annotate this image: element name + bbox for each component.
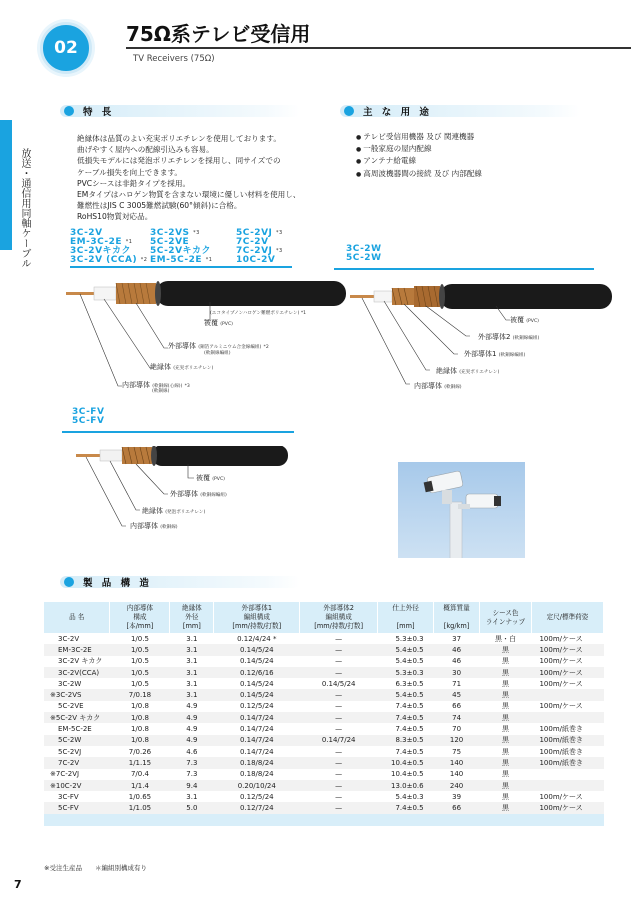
- use-item: ● アンテナ給電線: [356, 155, 482, 167]
- table-cell-ins: 3.1: [186, 634, 198, 643]
- label-insulator: 絶縁体 (発泡ポリエチレン): [142, 507, 206, 515]
- table-row: [44, 712, 604, 723]
- build-to-order-mark: ※: [50, 691, 56, 700]
- table-cell-outer1: 0.12/6/16: [214, 667, 300, 678]
- model-code: 3C-FV: [72, 407, 105, 417]
- table-cell-outer2: —: [300, 712, 378, 723]
- table-cell-name: ※7C-2VJ: [50, 770, 80, 779]
- table-cell-outer1: 0.14/7/24: [214, 712, 300, 723]
- inner-conductor: [350, 295, 374, 298]
- table-cell-inner: 1/0.5: [130, 657, 149, 666]
- uses-heading: 主 な 用 途: [363, 107, 432, 118]
- table-cell-outer2: —: [335, 747, 343, 756]
- table-cell-inner: 1/0.5: [130, 679, 149, 688]
- table-cell-mass: 39: [452, 792, 462, 801]
- table-row: [44, 735, 604, 746]
- model-code: 5C-2VJ $^{*3}$: [236, 228, 283, 238]
- table-row: [44, 723, 604, 734]
- table-cell-outer1: 0.12/5/24: [239, 702, 274, 711]
- table-row: [44, 791, 604, 802]
- table-cell-name: 5C-2W: [44, 735, 110, 746]
- header-cell: 絶縁体 外径 [mm]: [170, 602, 214, 633]
- table-cell-mass: 46: [434, 644, 480, 655]
- insulator: [374, 291, 392, 302]
- table-cell-od: 7.4±0.5: [378, 712, 434, 723]
- structure-heading-bar: [60, 576, 300, 588]
- header-cell: シース色 ラインナップ: [480, 602, 532, 633]
- table-header-row: [44, 602, 604, 633]
- table-cell-inner: 1/0.5: [130, 634, 149, 643]
- table-cell-color: 黒: [502, 657, 509, 666]
- table-cell-outer2: —: [300, 667, 378, 678]
- page-subtitle: TV Receivers (75Ω): [133, 54, 215, 64]
- label-inner-conductor: 内部導体 (軟銅線): [414, 382, 462, 390]
- table-cell-outer1: 0.14/7/24: [214, 735, 300, 746]
- table-cell-color: 黒: [480, 712, 532, 723]
- use-item: ● 高周波機器間の接続 及び 内部配線: [356, 168, 482, 180]
- table-cell-ship: 100m/ケース: [539, 657, 583, 666]
- table-cell-outer2: —: [335, 657, 343, 666]
- feature-line: RoHS10物質対応品。: [77, 212, 153, 222]
- page-title: 75Ω系テレビ受信用: [126, 22, 311, 46]
- table-cell-name: 5C-2VE: [58, 702, 84, 711]
- model-codes-a-col2: [150, 229, 212, 265]
- table-cell-od: 5.3±0.3: [378, 667, 434, 678]
- table-row: [44, 644, 604, 655]
- model-codes-rule: [334, 268, 594, 270]
- table-cell-outer2: 0.14/7/24: [300, 735, 378, 746]
- camera-pole-illustration: [398, 462, 525, 558]
- table-cell-od: 7.4±0.5: [395, 702, 424, 711]
- table-cell-ship: 100m/紙巻き: [539, 725, 584, 734]
- table-cell-outer1: 0.12/4/24 *: [237, 634, 277, 643]
- table-cell-color: 黒: [502, 770, 509, 779]
- table-cell-ins: 3.1: [186, 657, 198, 666]
- table-cell-mass: 66: [452, 702, 462, 711]
- table-cell-color: 黒: [480, 644, 532, 655]
- label-outer-conductor: 外部導体 (銅箔アルミニウム合金線編組) *2: [168, 342, 269, 350]
- label-inner-conductor: 内部導体 (軟銅線): [130, 522, 178, 530]
- table-cell-name: ※3C-2VS: [44, 689, 110, 700]
- table-cell-mass: 140: [449, 770, 464, 779]
- table-cell-outer2: —: [335, 702, 343, 711]
- feature-line: 低損失モデルには発泡ポリエチレンを採用し、同サイズでの: [77, 156, 281, 166]
- table-cell-inner: 1/0.5: [110, 644, 170, 655]
- table-cell-name: ※10C-2V: [44, 780, 110, 791]
- label-insulator: 絶縁体 (充実ポリエチレン): [436, 367, 500, 375]
- table-cell-color: 黒: [480, 757, 532, 768]
- table-cell-color: 黒: [502, 679, 509, 688]
- table-row: [44, 667, 604, 678]
- use-item: ● テレビ受信用機器 及び 関連機器: [356, 131, 482, 143]
- sheath: [440, 284, 612, 309]
- table-cell-ship: 100m/ケース: [531, 644, 603, 655]
- model-code: 3C-2W: [346, 244, 382, 254]
- table-cell-ship: 100m/紙巻き: [531, 735, 603, 746]
- table-cell-name: 5C-FV: [44, 802, 110, 813]
- table-cell-mass: 70: [452, 725, 462, 734]
- table-cell-inner: 1/1.4: [110, 780, 170, 791]
- use-item: ● 一般家庭の屋内配線: [356, 143, 482, 155]
- label-outer-conductor-1: 外部導体1 (軟銅線編組): [464, 350, 526, 358]
- table-row: [44, 678, 604, 689]
- table-cell-ins: 5.0: [170, 802, 214, 813]
- table-cell-outer1: 0.14/5/24: [239, 679, 274, 688]
- table-cell-od: 10.4±0.5: [378, 757, 434, 768]
- table-cell-od: 7.4±0.5: [378, 802, 434, 813]
- table-row: [44, 769, 604, 780]
- label-outer-conductor: 外部導体 (軟銅線編組): [170, 490, 227, 498]
- antenna-camera-photo: [398, 462, 525, 558]
- table-cell-outer2: 0.14/5/24: [321, 679, 356, 688]
- table-row: [44, 633, 604, 644]
- label-inner-conductor: 内部導体 (軟銅線(心線)) *3: [122, 381, 190, 389]
- table-cell-od: 8.3±0.5: [378, 735, 434, 746]
- table-cell-outer1: 0.18/8/24: [239, 770, 274, 779]
- model-code: 3C-2V (CCA) $^{*2}$: [70, 255, 148, 265]
- feature-line: 曲げやすく屋内への配線引込みも容易。: [77, 145, 214, 155]
- table-cell-name: 3C-2V: [58, 634, 80, 643]
- table-body: [44, 633, 604, 814]
- table-cell-outer2: —: [335, 770, 343, 779]
- table-cell-inner: 7/0.26: [128, 747, 152, 756]
- table-cell-inner: 1/0.8: [130, 725, 149, 734]
- table-row: [44, 656, 604, 667]
- table-cell-mass: 120: [434, 735, 480, 746]
- table-cell-ship: [531, 780, 603, 791]
- table-cell-mass: 140: [434, 757, 480, 768]
- table-cell-inner: 7/0.18: [110, 689, 170, 700]
- table-cell-ins: 4.9: [170, 735, 214, 746]
- table-cell-ins: 9.4: [170, 780, 214, 791]
- table-cell-ins: 4.9: [170, 712, 214, 723]
- outer-note-2: (軟銅線編組): [204, 351, 231, 356]
- features-heading: 特 長: [83, 107, 115, 118]
- model-code: 5C-FV: [72, 416, 105, 426]
- model-code: 7C-2V: [236, 237, 269, 247]
- build-to-order-mark: ※: [50, 770, 56, 779]
- feature-line: EMタイプはハロゲン物質を含まない環境に優しい材料を使用し、: [77, 190, 301, 200]
- table-cell-ship: 100m/ケース: [531, 667, 603, 678]
- table-cell-name: 3C-2V キカク: [58, 657, 103, 666]
- table-cell-name: EM-3C-2E: [44, 644, 110, 655]
- table-cell-mass: 45: [434, 689, 480, 700]
- model-codes-a: [70, 229, 147, 265]
- table-cell-outer1: 0.14/7/24: [239, 725, 274, 734]
- label-sheath: 被覆 (PVC): [204, 319, 233, 327]
- table-cell-ins: 7.3: [170, 757, 214, 768]
- bullet-dot-icon: [344, 106, 354, 116]
- table-cell-color: 黒・白: [495, 634, 516, 643]
- table-cell-inner: 1/0.5: [110, 667, 170, 678]
- model-codes-b: [346, 245, 382, 263]
- model-codes-a-col3: [236, 229, 283, 265]
- table-cell-color: 黒: [480, 780, 532, 791]
- insulator: [100, 450, 122, 461]
- table-cell-mass: 240: [434, 780, 480, 791]
- table-cell-outer1: 0.12/5/24: [239, 792, 274, 801]
- table-cell-ins: 3.1: [186, 679, 198, 688]
- table-cell-name: 7C-2V: [44, 757, 110, 768]
- table-cell-ship: [531, 769, 603, 780]
- features-heading-bar: [60, 105, 300, 117]
- table-cell-color: 黒: [502, 725, 509, 734]
- table-cell-od: 5.4±0.3: [395, 792, 424, 801]
- features-text: [77, 133, 300, 223]
- table-cell-ship: 100m/紙巻き: [531, 757, 603, 768]
- table-cell-outer2: —: [335, 725, 343, 734]
- table-cell-od: 10.4±0.5: [391, 770, 424, 779]
- header-cell: 外部導体1 編組構成 [mm/持数/打数]: [214, 602, 300, 633]
- table-cell-color: 黒: [502, 747, 509, 756]
- table-cell-ins: 4.9: [186, 725, 198, 734]
- table-cell-ins: 3.1: [170, 667, 214, 678]
- table-cell-outer1: 0.14/7/24: [239, 747, 274, 756]
- sheath: [152, 446, 288, 466]
- table-cell-outer2: —: [300, 780, 378, 791]
- side-category-label: 放送・通信用同軸ケーブル: [19, 148, 30, 268]
- side-tab: [0, 120, 12, 250]
- table-cell-outer2: —: [335, 792, 343, 801]
- table-cell-outer1: 0.14/5/24: [239, 657, 274, 666]
- table-cell-ship: 100m/ケース: [539, 702, 583, 711]
- table-cell-ins: 7.3: [186, 770, 198, 779]
- table-cell-ship: 100m/ケース: [539, 634, 583, 643]
- table-cell-name: ※5C-2V キカク: [44, 712, 110, 723]
- product-spec-table: [44, 602, 604, 826]
- inner-note-2: (軟銅線): [152, 389, 170, 394]
- label-insulator: 絶縁体 (充実ポリエチレン): [150, 363, 214, 371]
- table-cell-mass: 46: [452, 657, 462, 666]
- table-cell-outer2: —: [300, 757, 378, 768]
- feature-line: ケーブル損失を向上できます。: [77, 167, 183, 177]
- bullet-dot-icon: [64, 577, 74, 587]
- table-cell-ship: 100m/紙巻き: [539, 747, 584, 756]
- structure-heading: 製 品 構 造: [83, 578, 152, 589]
- page-number: 7: [14, 878, 22, 891]
- section-number-badge: 02: [40, 22, 92, 74]
- bullet-dot-icon: [64, 106, 74, 116]
- table-row: [44, 689, 604, 700]
- header-cell: 品 名: [44, 602, 110, 633]
- table-cell-inner: 1/0.8: [110, 735, 170, 746]
- table-cell-ship: 100m/ケース: [539, 792, 583, 801]
- uses-list: [356, 131, 482, 180]
- table-cell-outer1: 0.12/7/24: [214, 802, 300, 813]
- table-cell-ship: 100m/ケース: [539, 679, 583, 688]
- table-cell-outer2: —: [300, 802, 378, 813]
- model-code: 3C-2V: [70, 228, 103, 238]
- table-cell-mass: 37: [452, 634, 462, 643]
- model-code: 10C-2V: [236, 255, 276, 265]
- table-row: [44, 701, 604, 712]
- title-rule: [126, 47, 631, 49]
- sheath-em-note: (エコタイプノンハロゲン難燃ポリエチレン) *1: [210, 311, 307, 316]
- table-cell-outer2: —: [300, 689, 378, 700]
- label-outer-conductor-2: 外部導体2 (軟銅線編組): [478, 333, 540, 341]
- table-cell-name: 5C-2VJ: [58, 747, 82, 756]
- table-cell-color: 黒: [480, 735, 532, 746]
- model-codes-c: [72, 408, 104, 426]
- header-cell: 概算質量 [kg/km]: [434, 602, 480, 633]
- table-cell-name: EM-5C-2E: [58, 725, 92, 734]
- model-code: 5C-2W: [346, 253, 382, 263]
- table-cell-od: 5.4±0.5: [378, 689, 434, 700]
- table-cell-color: 黒: [480, 802, 532, 813]
- label-sheath: 被覆 (PVC): [196, 474, 225, 482]
- feature-line: 難燃性はJIS C 3005難燃試験(60°傾斜)に合格。: [77, 201, 242, 211]
- table-cell-od: 7.4±0.5: [395, 747, 424, 756]
- model-code: 3C-2VS $^{*3}$: [150, 228, 200, 238]
- table-cell-ship: 100m/ケース: [531, 802, 603, 813]
- table-cell-name: 3C-2V(CCA): [44, 667, 110, 678]
- model-code: 7C-2VJ $^{*3}$: [236, 246, 283, 256]
- insulator: [94, 287, 116, 300]
- table-cell-name: 3C-2W: [58, 679, 82, 688]
- header-cell: 仕上外径 [mm]: [378, 602, 434, 633]
- table-cell-ins: 4.6: [186, 747, 198, 756]
- table-cell-od: 5.4±0.5: [395, 657, 424, 666]
- table-cell-outer2: —: [300, 644, 378, 655]
- footnote: ※受注生産品 ＊編組別構成有り: [44, 864, 147, 872]
- table-cell-outer1: 0.14/5/24: [214, 689, 300, 700]
- table-cell-inner: 1/0.65: [128, 792, 152, 801]
- table-cell-ins: 3.1: [170, 689, 214, 700]
- outer-conductor-braid: [122, 447, 152, 464]
- table-cell-od: 7.4±0.5: [395, 725, 424, 734]
- table-cell-ins: 3.1: [186, 792, 198, 801]
- table-footer-bar: [44, 814, 604, 826]
- table-cell-outer1: 0.18/8/24: [214, 757, 300, 768]
- table-cell-color: 黒: [502, 702, 509, 711]
- header-cell: 定尺/標準荷姿: [531, 602, 603, 633]
- table-cell-ship: [531, 689, 603, 700]
- header-cell: 内部導体 構成 [本/mm]: [110, 602, 170, 633]
- table-row: [44, 746, 604, 757]
- table-cell-name: 3C-FV: [58, 792, 79, 801]
- header-cell: 外部導体2 編組構成 [mm/持数/打数]: [300, 602, 378, 633]
- table-cell-od: 6.3±0.5: [395, 679, 424, 688]
- model-code: EM-5C-2E $^{*1}$: [150, 255, 213, 265]
- table-cell-outer1: 0.14/5/24: [214, 644, 300, 655]
- table-cell-mass: 71: [452, 679, 462, 688]
- table-cell-mass: 74: [434, 712, 480, 723]
- model-code: 3C-2Vキカク: [70, 246, 132, 256]
- table-cell-ship: [531, 712, 603, 723]
- model-codes-rule: [70, 266, 292, 268]
- build-to-order-mark: ※: [50, 713, 56, 722]
- model-code: 5C-2Vキカク: [150, 246, 212, 256]
- model-codes-rule: [62, 431, 294, 433]
- table-cell-color: 黒: [480, 667, 532, 678]
- table-cell-mass: 30: [434, 667, 480, 678]
- table-cell-outer2: —: [335, 634, 343, 643]
- table-cell-inner: 1/0.8: [110, 712, 170, 723]
- feature-line: PVCシースは非鉛タイプを採用。: [77, 178, 191, 188]
- table-row: [44, 802, 604, 813]
- table-cell-od: 5.3±0.3: [395, 634, 424, 643]
- table-cell-color: 黒: [480, 689, 532, 700]
- cable-diagram-a: [60, 272, 360, 402]
- table-cell-inner: 1/1.05: [110, 802, 170, 813]
- inner-conductor: [76, 454, 100, 457]
- table-cell-mass: 75: [452, 747, 462, 756]
- sheath: [156, 281, 346, 306]
- build-to-order-mark: ※: [50, 781, 56, 790]
- table-cell-inner: 1/0.8: [130, 702, 149, 711]
- table-row: [44, 780, 604, 791]
- table-cell-inner: 7/0.4: [130, 770, 149, 779]
- table-row: [44, 757, 604, 768]
- uses-heading-bar: [340, 105, 580, 117]
- model-code: 5C-2VE: [150, 237, 190, 247]
- table-cell-mass: 66: [434, 802, 480, 813]
- table-cell-od: 5.4±0.5: [378, 644, 434, 655]
- table-cell-color: 黒: [502, 792, 509, 801]
- feature-line: 絶縁体は品質のよい充実ポリエチレンを使用しております。: [77, 134, 281, 143]
- table-cell-inner: 1/1.15: [110, 757, 170, 768]
- table-cell-outer1: 0.20/10/24: [214, 780, 300, 791]
- label-sheath: 被覆 (PVC): [510, 316, 539, 324]
- model-code: EM-3C-2E $^{*1}$: [70, 237, 133, 247]
- table-cell-ins: 3.1: [170, 644, 214, 655]
- table-cell-ins: 4.9: [186, 702, 198, 711]
- table-cell-od: 13.0±0.6: [378, 780, 434, 791]
